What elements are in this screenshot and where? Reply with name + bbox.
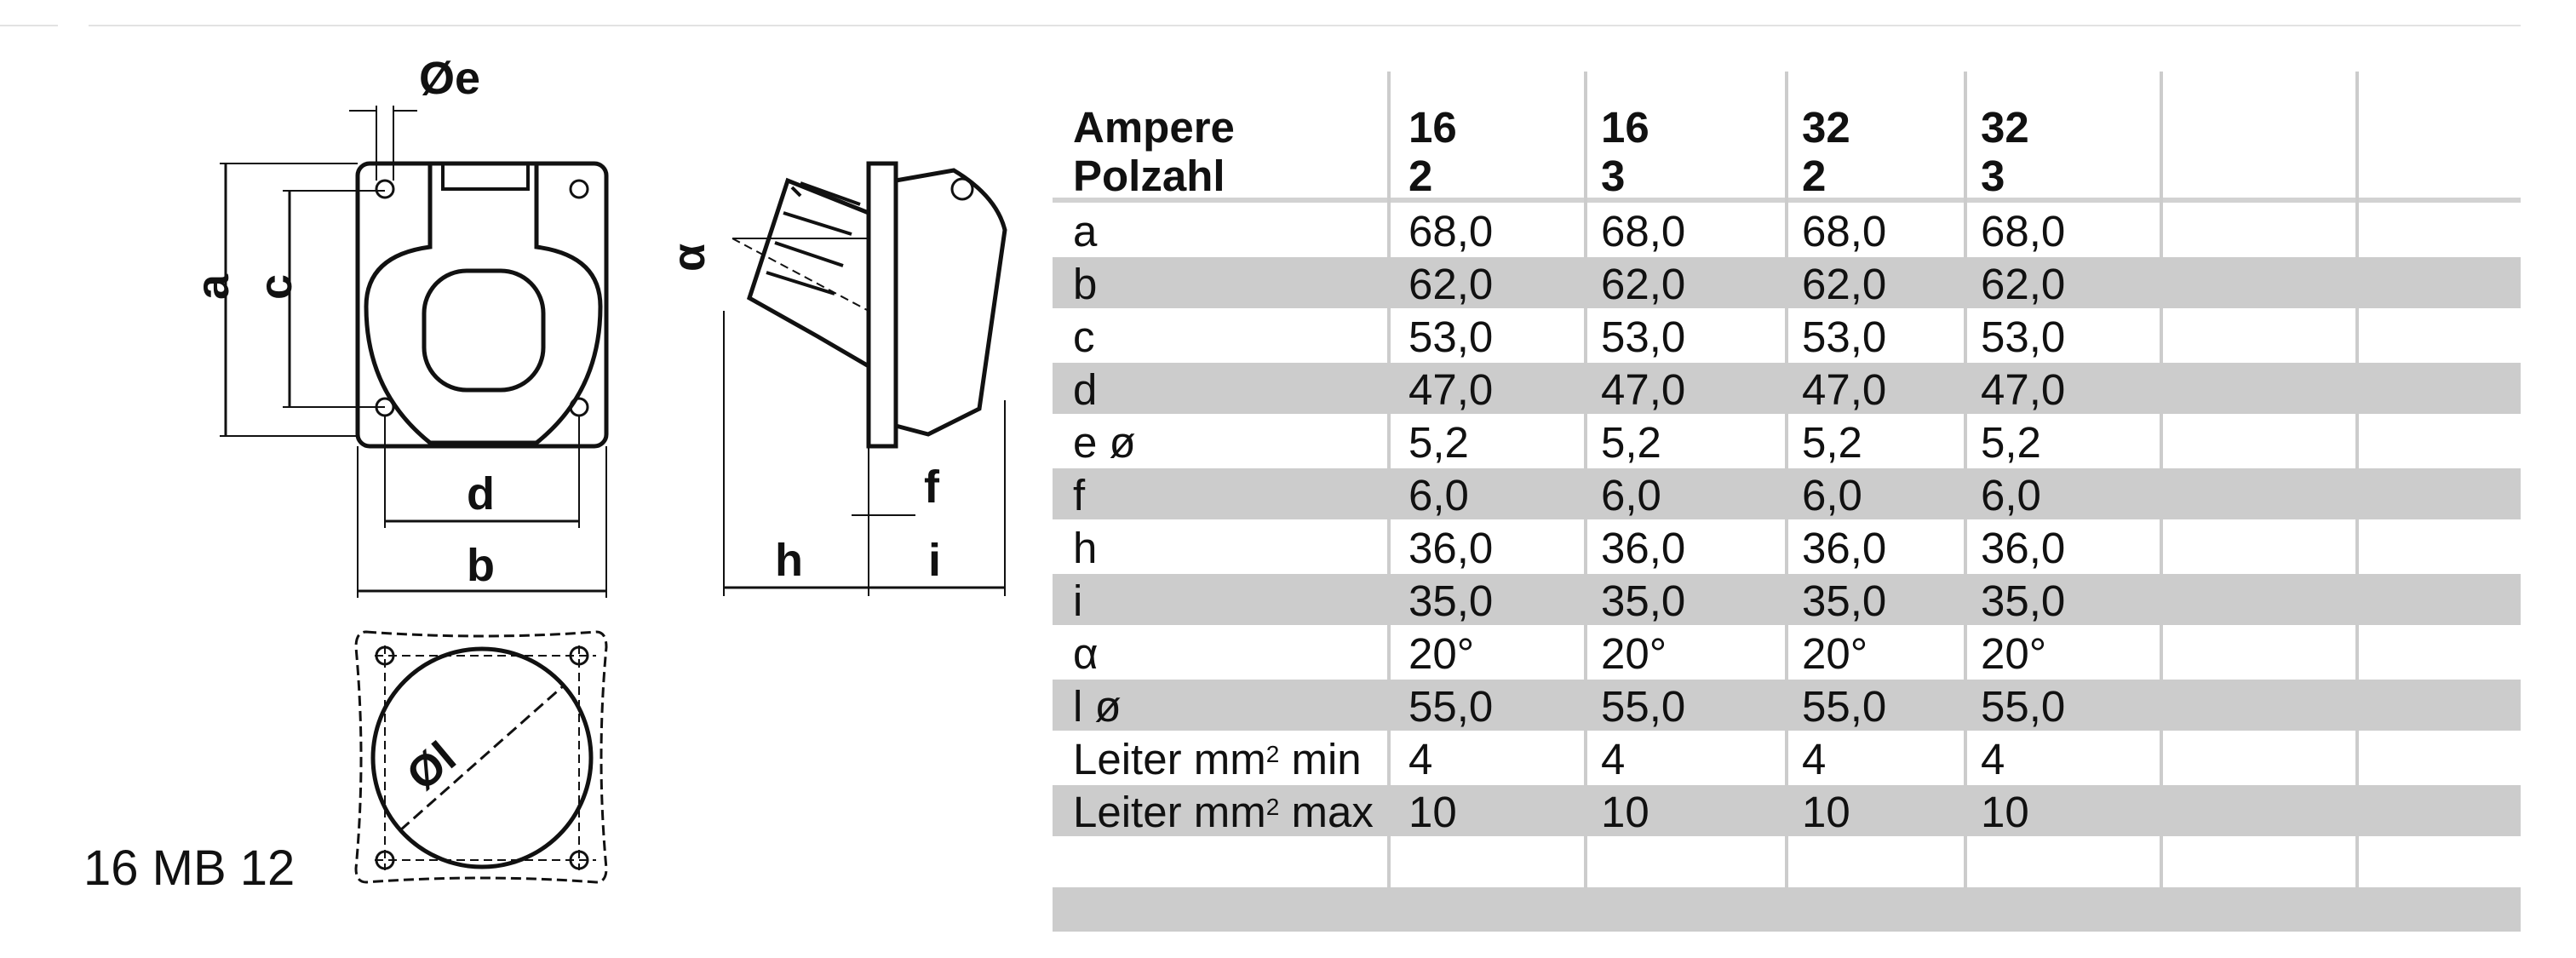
cell-value: 36,0	[1981, 524, 2066, 572]
cell-value: 10	[1601, 788, 1649, 836]
cell-value: 20°	[1408, 629, 1475, 678]
table-row	[1053, 468, 2521, 519]
dimension-table	[1053, 72, 2521, 932]
label-a: a	[187, 273, 238, 300]
label-alpha: α	[663, 243, 714, 272]
cell-value: 62,0	[1981, 260, 2066, 308]
header-polzahl-label: Polzahl	[1073, 152, 1225, 200]
table-row	[1053, 627, 2521, 678]
row-label: f	[1073, 471, 1086, 519]
header-polzahl-value: 3	[1601, 152, 1626, 200]
label-f: f	[924, 462, 939, 513]
cell-value: 47,0	[1601, 365, 1686, 414]
cell-value: 35,0	[1981, 577, 2066, 625]
row-label: Leiter $mm^2$ min	[1073, 735, 1362, 783]
cell-value: 10	[1802, 788, 1850, 836]
header-ampere-label: Ampere	[1073, 103, 1235, 152]
cell-value: 20°	[1601, 629, 1667, 678]
dimension-drawing	[0, 0, 1056, 958]
cell-value: 47,0	[1408, 365, 1494, 414]
cell-value: 4	[1802, 735, 1827, 783]
cell-value: 62,0	[1802, 260, 1887, 308]
cell-value: 35,0	[1408, 577, 1494, 625]
cell-value: 55,0	[1408, 682, 1494, 731]
cell-value: 6,0	[1408, 471, 1469, 519]
cell-value: 36,0	[1601, 524, 1686, 572]
cell-value: 35,0	[1802, 577, 1887, 625]
row-label: b	[1073, 260, 1098, 308]
cell-value: 5,2	[1601, 418, 1661, 467]
table-row	[1053, 204, 2521, 255]
table-row	[1053, 310, 2521, 361]
header-polzahl-value: 3	[1981, 152, 2005, 200]
cell-value: 68,0	[1981, 207, 2066, 255]
cell-value: 20°	[1981, 629, 2047, 678]
cell-value: 5,2	[1802, 418, 1862, 467]
model-code: 16 MB 12	[83, 840, 295, 896]
header-polzahl-value: 2	[1802, 152, 1827, 200]
header-ampere-value: 16	[1408, 103, 1457, 152]
row-label: c	[1073, 313, 1095, 361]
row-label: l ø	[1073, 682, 1122, 731]
cell-value: 36,0	[1802, 524, 1887, 572]
row-label: h	[1073, 524, 1098, 572]
cell-value: 10	[1408, 788, 1457, 836]
row-label: e ø	[1073, 418, 1136, 467]
cell-value: 47,0	[1981, 365, 2066, 414]
cell-value: 6,0	[1802, 471, 1862, 519]
cell-value: 6,0	[1601, 471, 1661, 519]
row-label: α	[1073, 629, 1099, 678]
table-row	[1053, 680, 2521, 731]
cell-value: 4	[1981, 735, 2005, 783]
table-row	[1053, 363, 2521, 414]
cell-value: 68,0	[1601, 207, 1686, 255]
cell-value: 53,0	[1981, 313, 2066, 361]
header-ampere-value: 16	[1601, 103, 1649, 152]
cell-value: 6,0	[1981, 471, 2041, 519]
cell-value: 47,0	[1802, 365, 1887, 414]
label-h: h	[775, 535, 803, 586]
table-row	[1053, 785, 2521, 836]
cell-value: 10	[1981, 788, 2029, 836]
table-row	[1053, 574, 2521, 625]
cell-value: 55,0	[1802, 682, 1887, 731]
cell-value: 55,0	[1981, 682, 2066, 731]
cell-value: 53,0	[1802, 313, 1887, 361]
table-row	[1053, 521, 2521, 572]
label-d: d	[467, 468, 495, 519]
cell-value: 62,0	[1408, 260, 1494, 308]
cell-value: 62,0	[1601, 260, 1686, 308]
cell-value: 5,2	[1981, 418, 2041, 467]
row-label: Leiter $mm^2$ max	[1073, 788, 1374, 836]
cell-value: 5,2	[1408, 418, 1469, 467]
cell-value: 20°	[1802, 629, 1868, 678]
label-l: Øl	[398, 732, 466, 800]
header-polzahl-value: 2	[1408, 152, 1433, 200]
table-row	[1053, 732, 2521, 783]
label-e: Øe	[419, 53, 481, 104]
table-row	[1053, 416, 2521, 467]
cell-value: 55,0	[1601, 682, 1686, 731]
cell-value: 53,0	[1601, 313, 1686, 361]
cell-value: 68,0	[1802, 207, 1887, 255]
cell-value: 36,0	[1408, 524, 1494, 572]
row-label: a	[1073, 207, 1098, 255]
row-label: i	[1073, 577, 1083, 625]
label-i: i	[928, 535, 942, 586]
label-b: b	[467, 540, 495, 591]
cell-value: 4	[1601, 735, 1626, 783]
header-ampere-value: 32	[1981, 103, 2029, 152]
table-row	[1053, 257, 2521, 308]
label-c: c	[250, 273, 301, 300]
cell-value: 4	[1408, 735, 1433, 783]
row-label: d	[1073, 365, 1098, 414]
header-ampere-value: 32	[1802, 103, 1850, 152]
cell-value: 68,0	[1408, 207, 1494, 255]
cell-value: 53,0	[1408, 313, 1494, 361]
cell-value: 35,0	[1601, 577, 1686, 625]
